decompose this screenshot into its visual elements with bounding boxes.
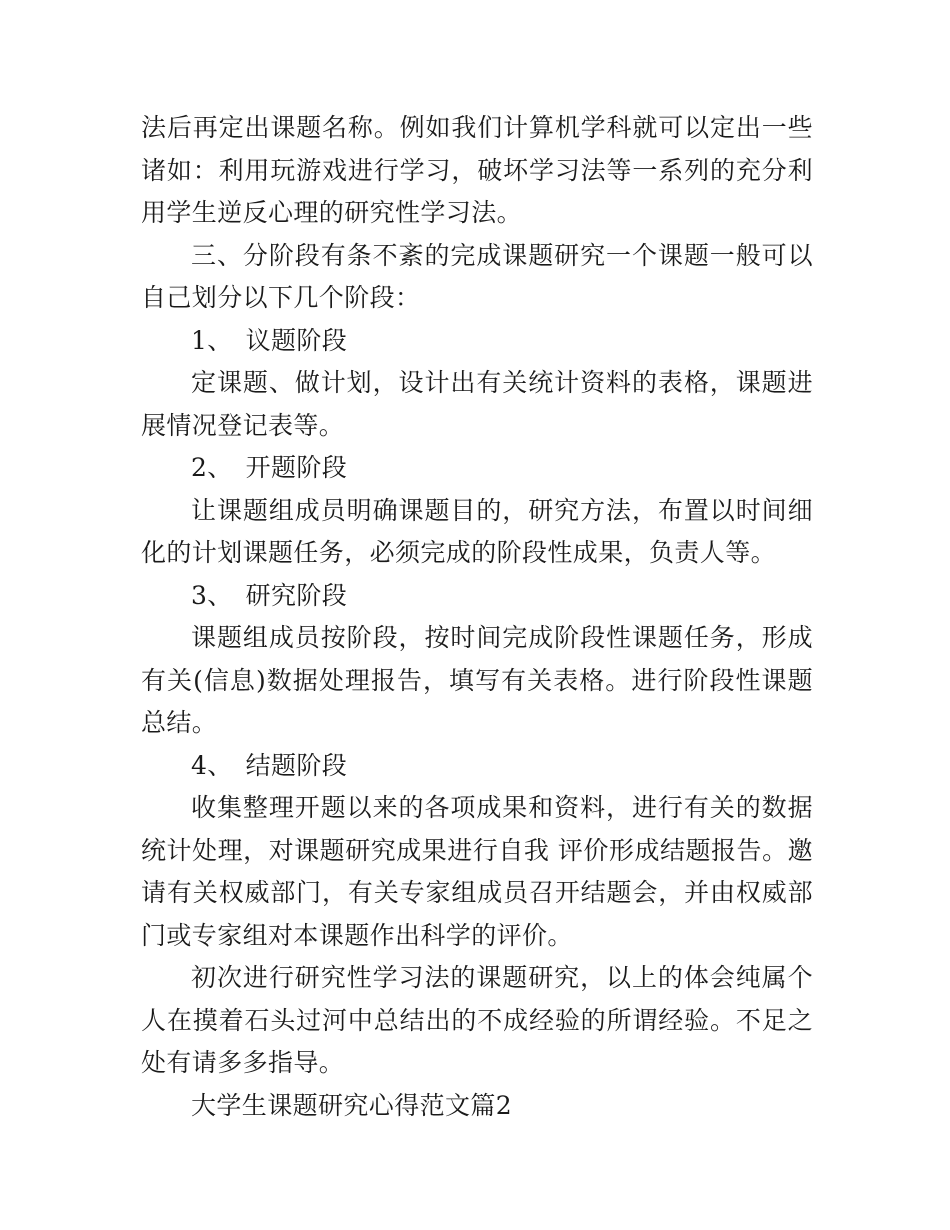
paragraph-stage-2: 让课题组成员明确课题目的，研究方法，布置以时间细化的计划课题任务，必须完成的阶段性成果，负责人等。	[141, 495, 813, 567]
heading-stage-3: 3、 研究阶段	[191, 580, 348, 610]
paragraph-stage-4: 收集整理开题以来的各项成果和资料，进行有关的数据统计处理，对课题研究成果进行自我 评价形成结题报告。邀请有关权威部门，有关专家组成员召开结题会，并由权威部门或专家组对本课题作出科学的评价。	[141, 793, 813, 950]
paragraph-stage-3: 课题组成员按阶段，按时间完成阶段性课题任务，形成有关(信息)数据处理报告，填写有关表格。进行阶段性课题总结。	[141, 623, 813, 737]
heading-stage-4: 4、 结题阶段	[191, 750, 348, 780]
document-body	[141, 107, 813, 1127]
paragraph-section-three: 三、分阶段有条不紊的完成课题研究一个课题一般可以自己划分以下几个阶段：	[141, 240, 813, 312]
heading-stage-2: 2、 开题阶段	[191, 453, 348, 482]
paragraph-stage-1: 定课题、做计划，设计出有关统计资料的表格，课题进展情况登记表等。	[141, 368, 813, 440]
paragraph-conclusion: 初次进行研究性学习法的课题研究，以上的体会纯属个人在摸着石头过河中总结出的不成经验的所谓经验。不足之处有请多多指导。	[141, 963, 813, 1077]
paragraph-continuation: 法后再定出课题名称。例如我们计算机学科就可以定出一些诸如：利用玩游戏进行学习，破坏学习法等一系列的充分利用学生逆反心理的研究性学习法。	[141, 113, 813, 227]
heading-stage-1: 1、 议题阶段	[191, 325, 348, 355]
article-title-2: 大学生课题研究心得范文篇2	[191, 1090, 513, 1120]
